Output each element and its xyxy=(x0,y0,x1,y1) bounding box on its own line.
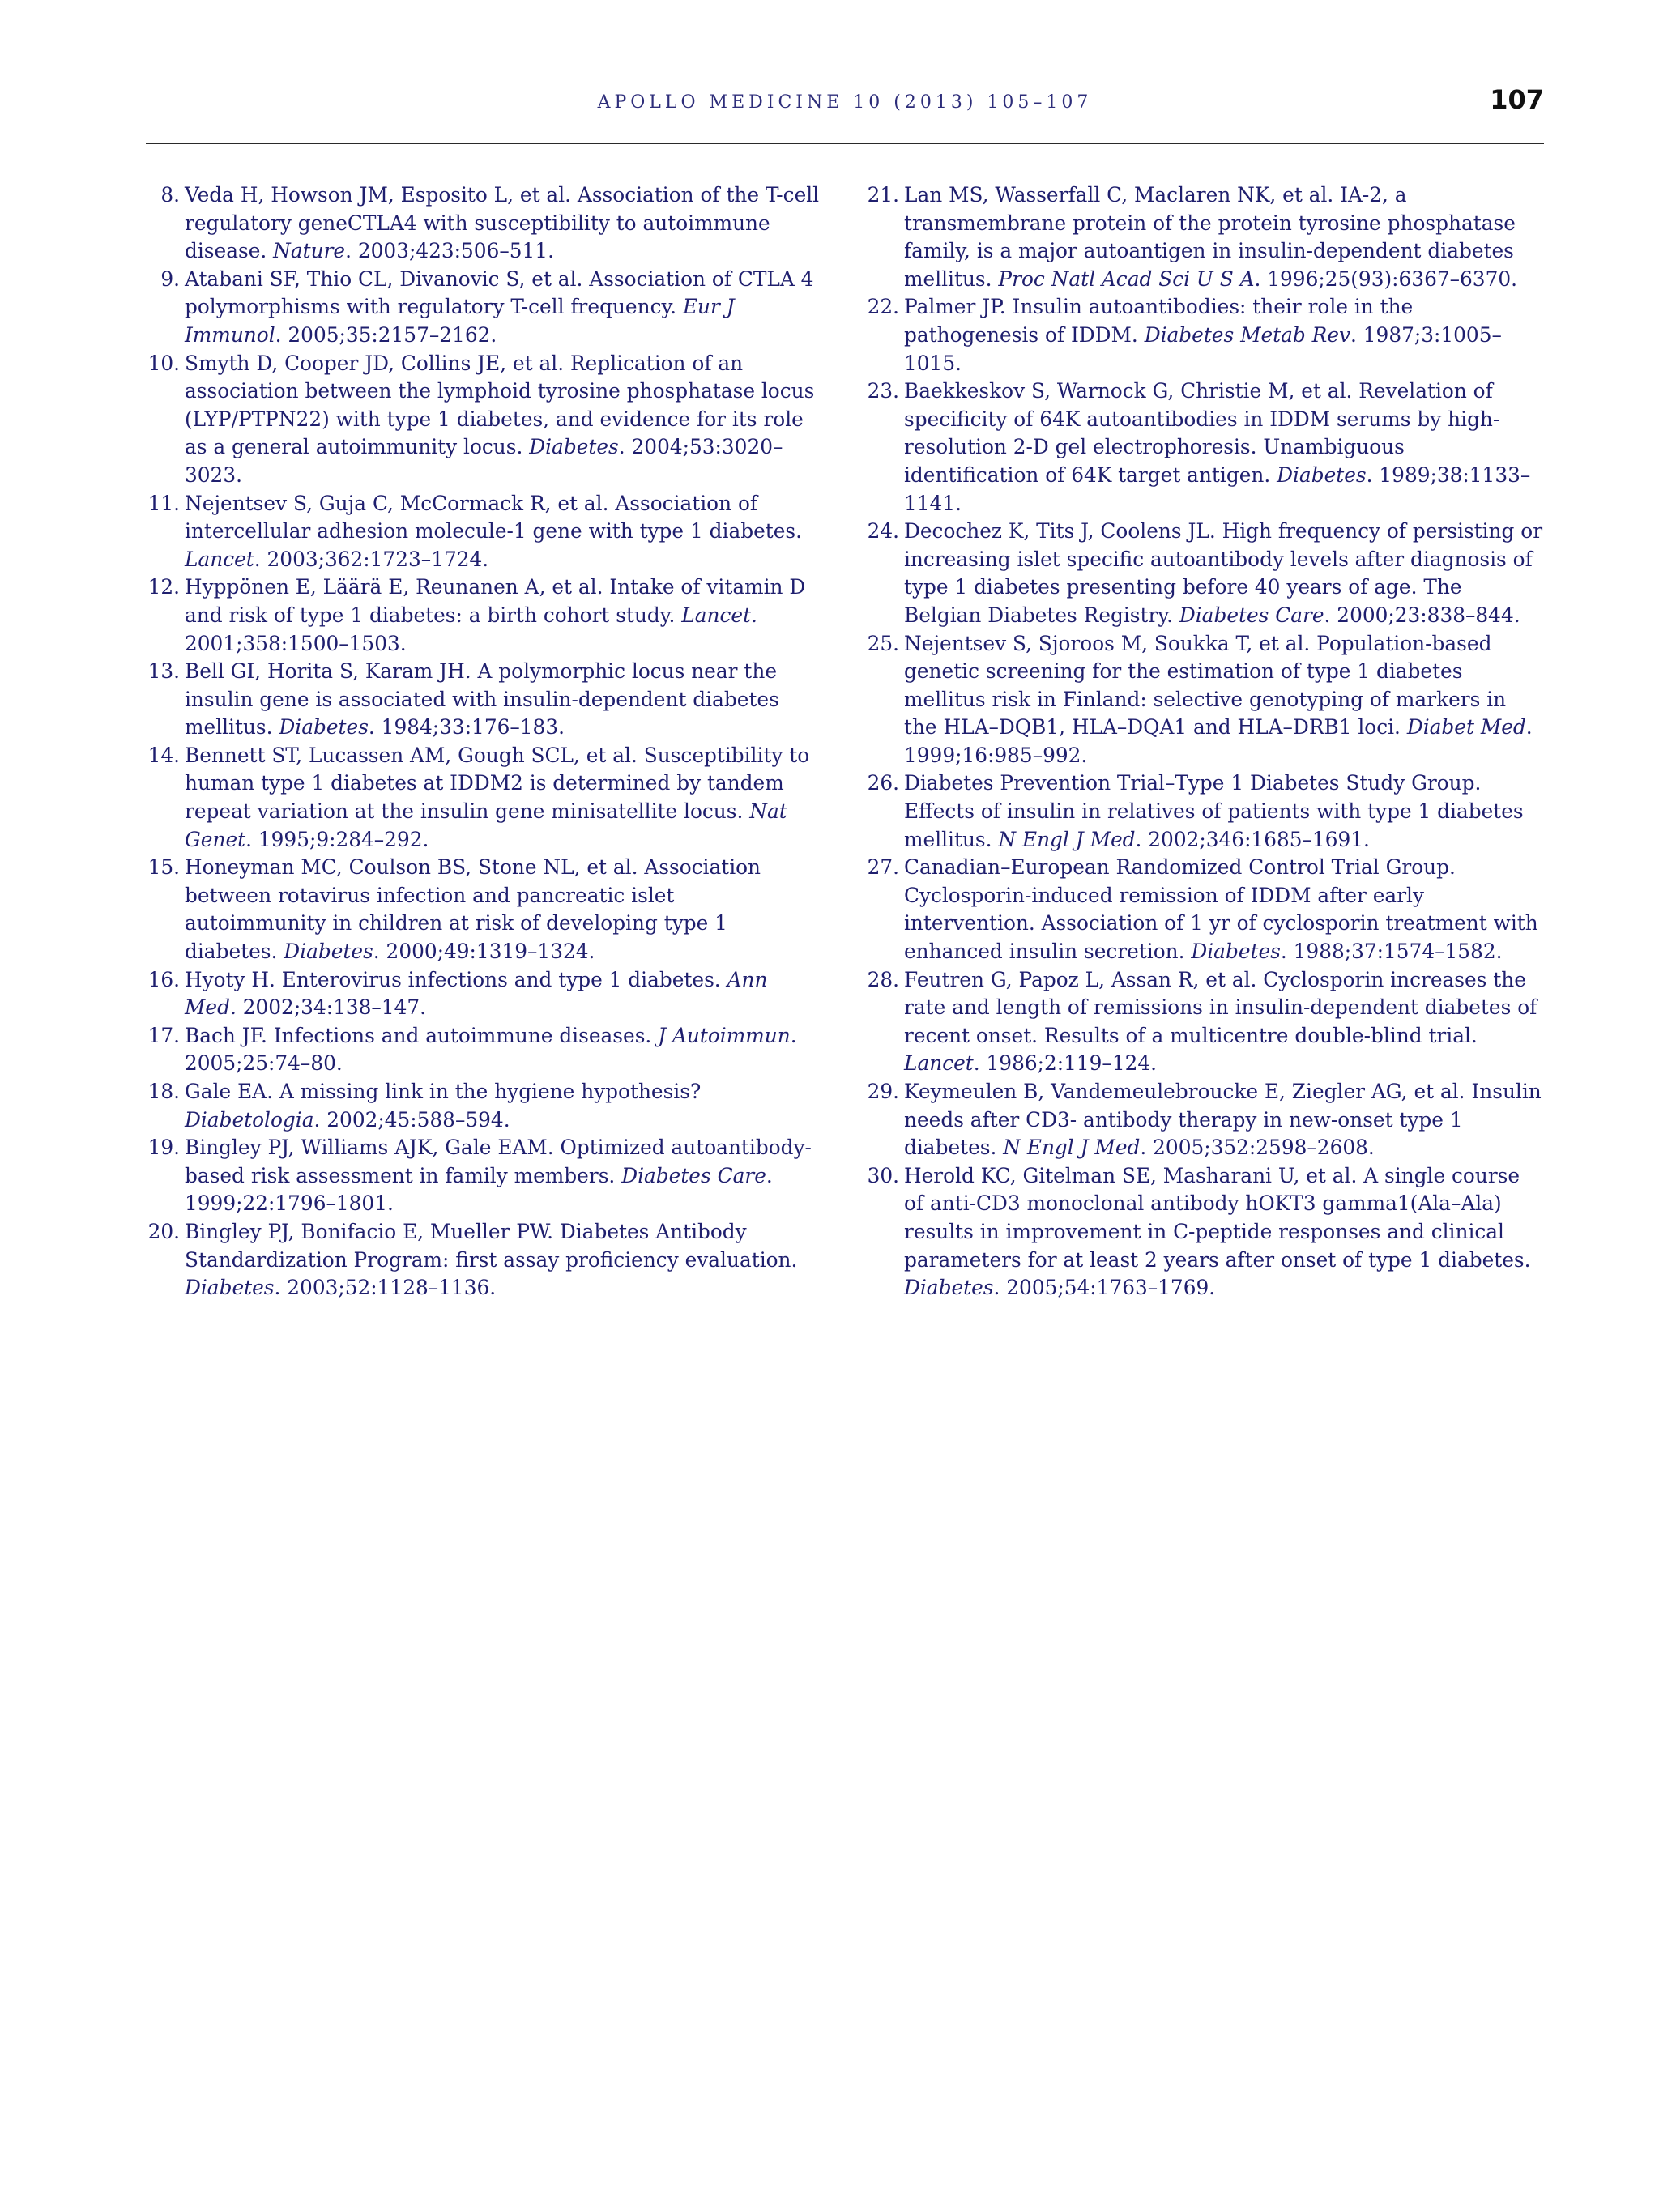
reference-text xyxy=(185,1080,701,1132)
reference-number: 30. xyxy=(867,1163,899,1187)
reference-item xyxy=(865,966,1544,1078)
reference-item xyxy=(146,573,821,658)
reference-journal: Diabetes xyxy=(904,1276,994,1300)
reference-number: 17. xyxy=(147,1023,180,1047)
reference-journal: Diabetes Metab Rev xyxy=(1144,322,1351,347)
reference-tail: . 1984;33:176–183. xyxy=(368,715,565,739)
reference-text xyxy=(185,1220,797,1299)
reference-number: 11. xyxy=(147,491,180,515)
reference-journal: Diabetes Care xyxy=(621,1163,766,1187)
reference-number: 15. xyxy=(147,855,180,880)
reference-item xyxy=(865,854,1544,965)
reference-number: 28. xyxy=(867,967,899,991)
reference-number: 24. xyxy=(867,519,899,543)
reference-body: Bennett ST, Lucassen AM, Gough SCL, et al. Susceptibility to human type 1 diabetes at IDDM2 is determined by tandem repeat variation at the insulin gene minisatellite locus. xyxy=(185,743,810,824)
reference-journal: Proc Natl Acad Sci U S A xyxy=(998,266,1255,291)
reference-number: 25. xyxy=(867,631,899,655)
reference-text xyxy=(185,968,767,1020)
reference-tail: . 1987;3:1005–1015. xyxy=(904,322,1502,375)
reference-item xyxy=(146,966,821,1022)
references-left-column xyxy=(146,181,821,1302)
reference-tail: . 2003;362:1723–1724. xyxy=(254,547,489,571)
reference-journal: Diabetes xyxy=(279,715,369,739)
reference-number: 18. xyxy=(147,1080,180,1103)
reference-tail: . 2002;346:1685–1691. xyxy=(1135,827,1370,851)
reference-text xyxy=(904,519,1542,627)
reference-text xyxy=(185,575,805,654)
reference-item xyxy=(146,658,821,742)
reference-tail: . 2005;35:2157–2162. xyxy=(275,322,497,347)
reference-text xyxy=(904,968,1537,1076)
reference-number: 9. xyxy=(160,266,180,291)
reference-number: 8. xyxy=(160,183,180,207)
reference-journal: Diabetes xyxy=(185,1276,275,1300)
reference-body: Atabani SF, Thio CL, Divanovic S, et al. Association of CTLA 4 polymorphisms with regulatory T-cell frequency. xyxy=(185,266,814,319)
reference-body: Herold KC, Gitelman SE, Masharani U, et al. A single course of anti-CD3 monoclonal antibody hOKT3 gamma1(Ala–Ala) results in improvement in C-peptide responses and clinical parameters for at least 2 years after onset of type 1 diabetes. xyxy=(904,1163,1531,1272)
reference-item xyxy=(865,1078,1544,1162)
reference-tail: . 2005;352:2598–2608. xyxy=(1140,1136,1375,1160)
reference-text xyxy=(904,1164,1531,1299)
reference-item xyxy=(146,1134,821,1218)
reference-journal: Lancet xyxy=(681,603,752,627)
reference-journal: Diabetes Care xyxy=(1179,603,1324,627)
reference-number: 26. xyxy=(867,771,899,795)
reference-body: Baekkeskov S, Warnock G, Christie M, et al. Revelation of specificity of 64K autoantibodies in IDDM serums by high-resolution 2-D gel electrophoresis. Unambiguous identification of 64K target antigen. xyxy=(904,379,1500,487)
reference-body: Lan MS, Wasserfall C, Maclaren NK, et al. IA-2, a transmembrane protein of the protein tyrosine phosphatase family, is a major autoantigen in insulin-dependent diabetes mellitus. xyxy=(904,183,1516,291)
reference-tail: . 1999;22:1796–1801. xyxy=(185,1163,773,1216)
reference-journal: Diabetes xyxy=(1191,940,1281,964)
reference-item xyxy=(146,350,821,490)
reference-journal: Diabetologia xyxy=(185,1107,314,1132)
reference-text xyxy=(904,183,1517,291)
reference-item xyxy=(146,1022,821,1078)
reference-number: 10. xyxy=(147,351,180,375)
reference-body: Diabetes Prevention Trial–Type 1 Diabetes Study Group. Effects of insulin in relatives of patients with type 1 diabetes mellitus. xyxy=(904,771,1524,851)
reference-body: Honeyman MC, Coulson BS, Stone NL, et al. Association between rotavirus infection and pancreatic islet autoimmunity in children at risk of developing type 1 diabetes. xyxy=(185,855,761,964)
reference-text xyxy=(185,1024,797,1076)
reference-item xyxy=(146,1078,821,1134)
reference-journal: Eur J Immunol xyxy=(185,295,735,347)
page-number: 107 xyxy=(1490,84,1544,115)
reference-body: Hyppönen E, Läärä E, Reunanen A, et al. Intake of vitamin D and risk of type 1 diabetes: a birth cohort study. xyxy=(185,575,806,627)
reference-item xyxy=(865,1162,1544,1302)
reference-item xyxy=(865,181,1544,293)
references-right-column xyxy=(865,181,1544,1302)
reference-text xyxy=(904,379,1530,514)
reference-body: Nejentsev S, Guja C, McCormack R, et al. Association of intercellular adhesion molecule-1 gene with type 1 diabetes. xyxy=(185,491,803,543)
reference-tail: . 2002;34:138–147. xyxy=(229,995,427,1020)
journal-citation: APOLLO MEDICINE 10 (2013) 105–107 xyxy=(597,92,1093,113)
reference-number: 14. xyxy=(147,743,180,767)
reference-body: Bingley PJ, Bonifacio E, Mueller PW. Diabetes Antibody Standardization Program: first assay proficiency evaluation. xyxy=(185,1219,798,1272)
reference-journal: Diabetes xyxy=(1277,462,1367,487)
reference-journal: Nature xyxy=(273,239,346,263)
reference-text xyxy=(185,659,779,739)
reference-tail: . 1995;9:284–292. xyxy=(245,827,429,851)
reference-tail: . 2002;45:588–594. xyxy=(313,1107,510,1132)
reference-tail: . 2005;25:74–80. xyxy=(185,1023,797,1076)
reference-text xyxy=(185,183,819,262)
reference-text xyxy=(185,267,813,347)
reference-item xyxy=(146,181,821,266)
reference-tail: . 2003;52:1128–1136. xyxy=(274,1276,497,1300)
reference-number: 19. xyxy=(147,1136,180,1160)
reference-item xyxy=(146,742,821,854)
reference-body: Nejentsev S, Sjoroos M, Soukka T, et al. Population-based genetic screening for the estimation of type 1 diabetes mellitus risk in Finland: selective genotyping of markers in the HLA–DQB1, HLA–DQA1 and HLA–DRB1 loci. xyxy=(904,631,1507,739)
reference-journal: Ann Med xyxy=(185,967,768,1020)
reference-item xyxy=(865,518,1544,629)
reference-body: Keymeulen B, Vandemeulebroucke E, Ziegler AG, et al. Insulin needs after CD3- antibody therapy in new-onset type 1 diabetes. xyxy=(904,1080,1542,1160)
reference-journal: Diabetes xyxy=(284,940,373,964)
reference-number: 12. xyxy=(147,575,180,599)
reference-item xyxy=(865,630,1544,770)
reference-tail: . 2005;54:1763–1769. xyxy=(993,1276,1216,1300)
reference-body: Bach JF. Infections and autoimmune diseases. xyxy=(185,1023,659,1047)
reference-tail: . 2004;53:3020–3023. xyxy=(185,435,783,487)
reference-item xyxy=(146,1218,821,1302)
reference-journal: N Engl J Med xyxy=(998,827,1136,851)
reference-tail: . 2001;358:1500–1503. xyxy=(185,603,757,655)
reference-tail: . 1986;2:119–124. xyxy=(973,1051,1158,1076)
reference-body: Feutren G, Papoz L, Assan R, et al. Cyclosporin increases the rate and length of remissions in insulin-dependent diabetes of recent onset. Results of a multicentre double-blind trial. xyxy=(904,967,1537,1047)
reference-number: 29. xyxy=(867,1080,899,1103)
reference-item xyxy=(146,266,821,350)
reference-text xyxy=(185,492,802,571)
reference-journal: N Engl J Med xyxy=(1003,1136,1141,1160)
reference-journal: Diabet Med xyxy=(1406,715,1526,739)
reference-tail: . 1988;37:1574–1582. xyxy=(1280,940,1503,964)
reference-text xyxy=(904,295,1502,374)
reference-text xyxy=(904,771,1524,850)
reference-number: 20. xyxy=(147,1219,180,1243)
reference-number: 27. xyxy=(867,855,899,880)
reference-body: Smyth D, Cooper JD, Collins JE, et al. Replication of an association between the lymphoid tyrosine phosphatase locus (LYP/PTPN22) with type 1 diabetes, and evidence for its role as a general autoimmunity locus. xyxy=(185,351,815,459)
reference-item xyxy=(865,769,1544,854)
reference-item xyxy=(146,854,821,965)
reference-journal: Lancet xyxy=(904,1051,974,1076)
reference-tail: . 2003;423:506–511. xyxy=(345,239,554,263)
reference-tail: . 1999;16:985–992. xyxy=(904,715,1533,767)
reference-number: 13. xyxy=(147,659,180,684)
reference-tail: . 1996;25(93):6367–6370. xyxy=(1254,266,1518,291)
reference-tail: . 2000;23:838–844. xyxy=(1324,603,1520,627)
reference-item xyxy=(865,377,1544,518)
reference-number: 22. xyxy=(867,295,899,319)
reference-body: Decochez K, Tits J, Coolens JL. High frequency of persisting or increasing islet specific autoantibody levels after diagnosis of type 1 diabetes presenting before 40 years of age. The Belgian Diabetes Registry. xyxy=(904,519,1543,627)
reference-text xyxy=(185,352,814,487)
reference-tail: . 1989;38:1133–1141. xyxy=(904,462,1531,515)
reference-item xyxy=(865,293,1544,377)
reference-body: Palmer JP. Insulin autoantibodies: their role in the pathogenesis of IDDM. xyxy=(904,295,1414,347)
reference-journal: J Autoimmun xyxy=(658,1023,791,1047)
reference-journal: Lancet xyxy=(185,547,254,571)
reference-text xyxy=(904,855,1538,963)
reference-text xyxy=(185,855,761,963)
reference-body: Bell GI, Horita S, Karam JH. A polymorphic locus near the insulin gene is associated with insulin-dependent diabetes mellitus. xyxy=(185,659,779,739)
running-header xyxy=(146,81,1544,144)
reference-body: Bingley PJ, Williams AJK, Gale EAM. Optimized autoantibody-based risk assessment in family members. xyxy=(185,1136,812,1187)
reference-body: Gale EA. A missing link in the hygiene hypothesis? xyxy=(185,1080,702,1103)
reference-text xyxy=(904,1080,1542,1159)
reference-text xyxy=(904,632,1533,767)
reference-item xyxy=(146,490,821,574)
reference-journal: Nat Genet xyxy=(185,799,787,851)
reference-body: Hyoty H. Enterovirus infections and type 1 diabetes. xyxy=(185,967,727,991)
reference-number: 16. xyxy=(147,967,180,991)
reference-body: Canadian–European Randomized Control Trial Group. Cyclosporin-induced remission of IDDM after early intervention. Association of 1 yr of cyclosporin treatment with enhanced insulin secretion. xyxy=(904,855,1538,964)
reference-number: 21. xyxy=(867,183,899,207)
reference-number: 23. xyxy=(867,379,899,403)
reference-text xyxy=(185,1136,812,1215)
reference-body: Veda H, Howson JM, Esposito L, et al. Association of the T-cell regulatory geneCTLA4 with susceptibility to autoimmune disease. xyxy=(185,183,820,263)
reference-journal: Diabetes xyxy=(529,435,619,459)
reference-text xyxy=(185,744,809,851)
reference-tail: . 2000;49:1319–1324. xyxy=(373,940,595,964)
